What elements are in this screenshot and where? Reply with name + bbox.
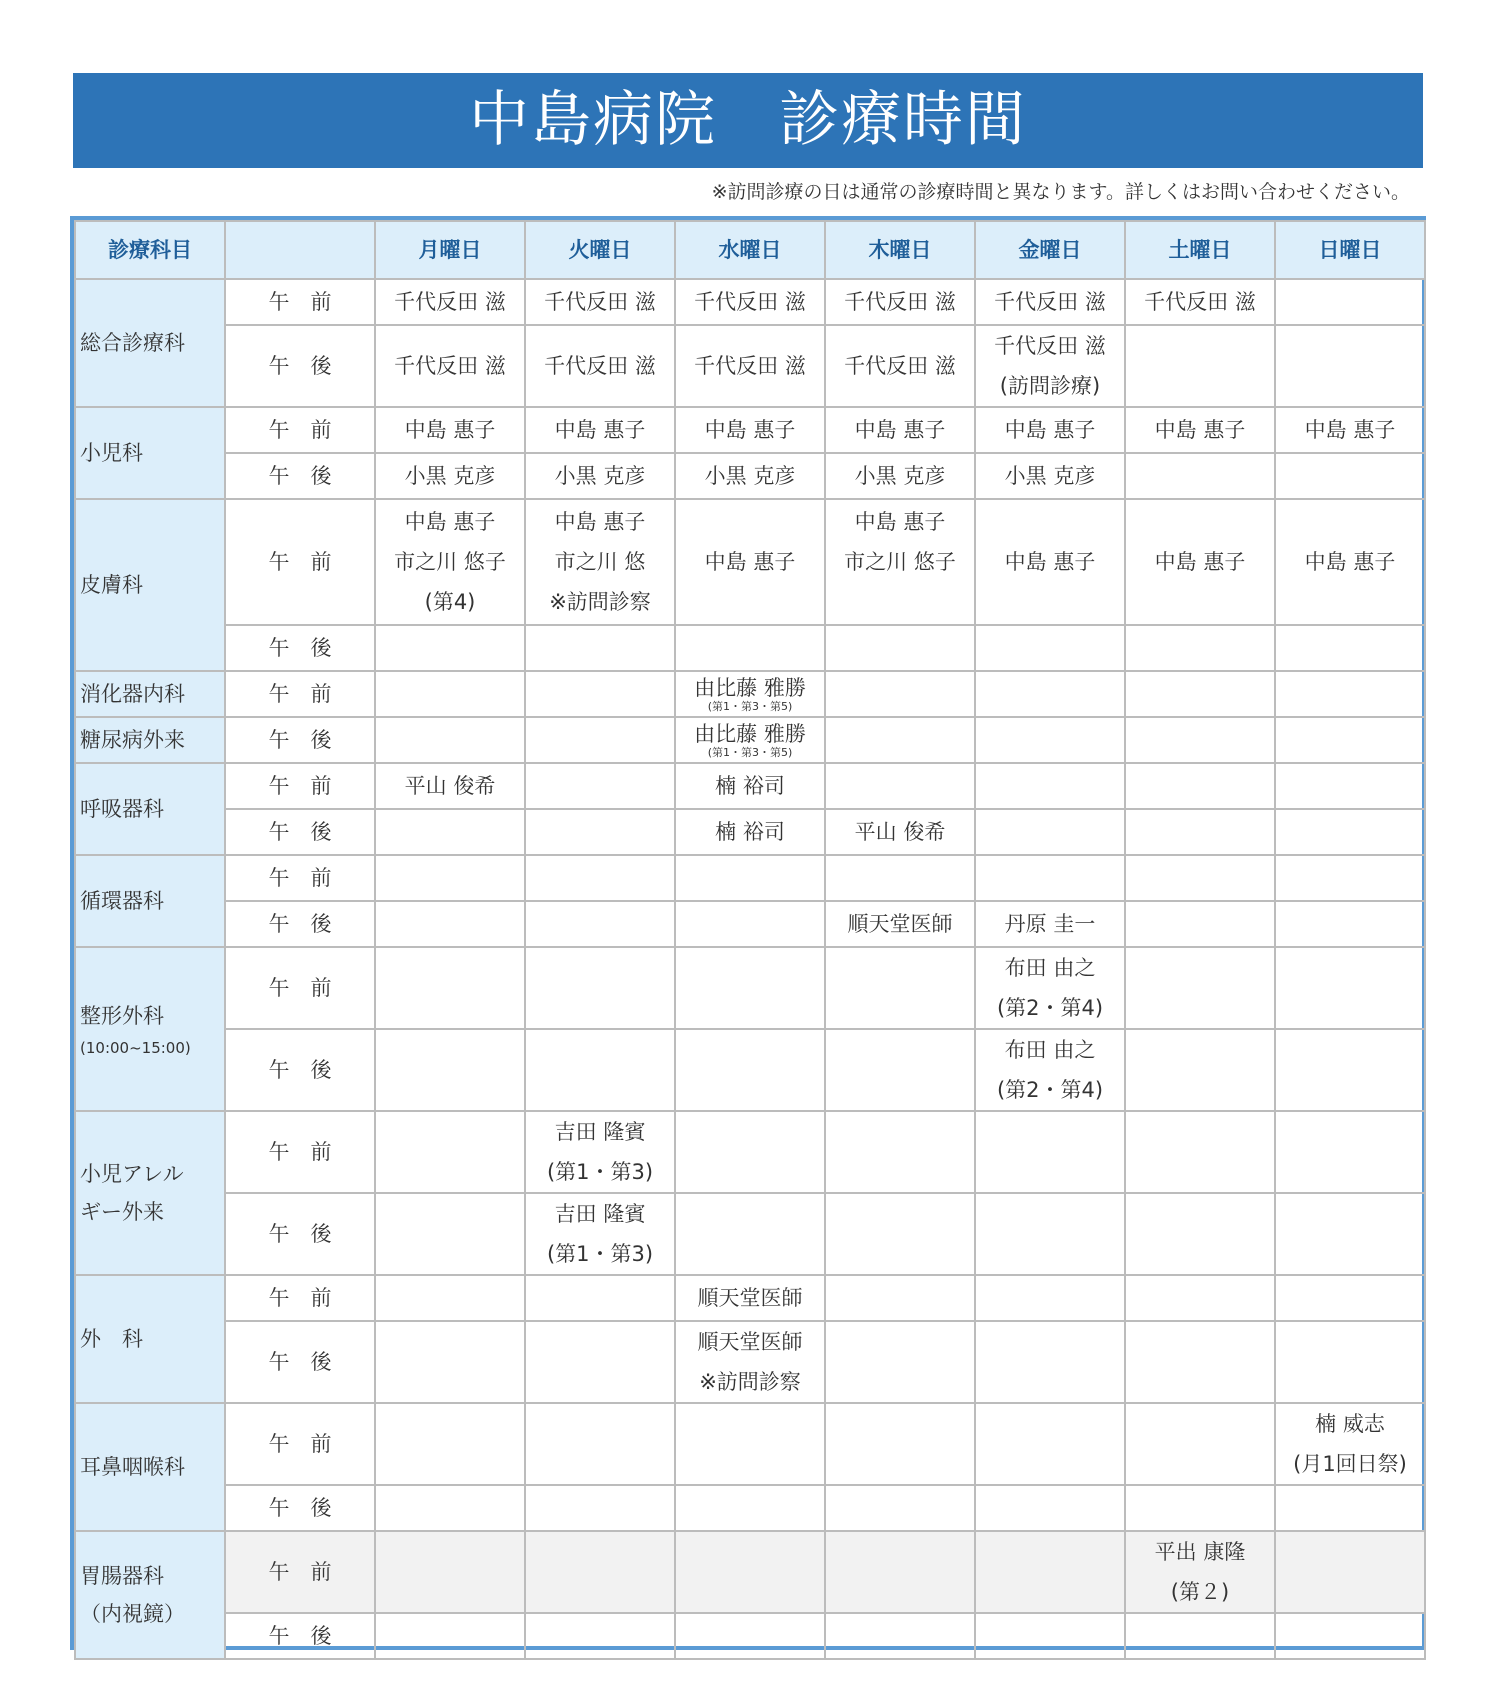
cell-doctor: 中島 惠子 xyxy=(854,510,946,534)
cell: 千代反田 滋 xyxy=(675,325,825,407)
header-mon: 月曜日 xyxy=(375,221,525,279)
cell-empty xyxy=(375,947,525,1029)
cell: 千代反田 滋 xyxy=(525,279,675,325)
cell-empty xyxy=(1275,1485,1425,1531)
cell-empty xyxy=(1125,855,1275,901)
cell-note: (第2・第4) xyxy=(996,996,1104,1020)
time-pm: 午 後 xyxy=(225,1029,375,1111)
cell-doctor: 吉田 隆賓 xyxy=(554,1120,646,1144)
cell-empty xyxy=(825,1275,975,1321)
cell-empty xyxy=(1125,625,1275,671)
cell-empty xyxy=(375,901,525,947)
cell-empty xyxy=(975,1403,1125,1485)
dept-orthopedics-name: 整形外科 xyxy=(80,1004,164,1028)
cell-empty xyxy=(525,855,675,901)
cell-empty xyxy=(525,1485,675,1531)
schedule-table-frame xyxy=(70,216,1426,1650)
cell-empty xyxy=(825,763,975,809)
cell-empty xyxy=(975,1111,1125,1193)
time-pm: 午 後 xyxy=(225,1193,375,1275)
cell: 千代反田 滋 xyxy=(675,279,825,325)
cell: 中島 惠子 xyxy=(1125,499,1275,625)
cell-empty xyxy=(825,855,975,901)
cell: 中島 惠子 xyxy=(1125,407,1275,453)
dept-allergy-line2: ギー外来 xyxy=(80,1200,164,1224)
cell-empty xyxy=(975,1193,1125,1275)
cell xyxy=(525,499,675,625)
cell xyxy=(1125,1531,1275,1613)
cell-empty xyxy=(375,1275,525,1321)
dept-gastro-line1: 胃腸器科 xyxy=(80,1564,164,1588)
cell-empty xyxy=(1125,1321,1275,1403)
cell-empty xyxy=(1275,1321,1425,1403)
cell-empty xyxy=(675,855,825,901)
cell-note: (訪問診療) xyxy=(999,374,1101,398)
cell-empty xyxy=(375,1531,525,1613)
cell-doctor: 千代反田 滋 xyxy=(994,334,1106,358)
time-pm: 午 後 xyxy=(225,901,375,947)
cell: 平山 俊希 xyxy=(375,763,525,809)
cell: 千代反田 滋 xyxy=(825,325,975,407)
dept-allergy xyxy=(75,1111,225,1275)
dept-ent: 耳鼻咽喉科 xyxy=(75,1403,225,1531)
cell-empty xyxy=(675,625,825,671)
cell-empty xyxy=(825,625,975,671)
cell-empty xyxy=(1275,1531,1425,1613)
cell-empty xyxy=(1275,279,1425,325)
cell-doctor: 市之川 悠子 xyxy=(394,550,506,574)
notice-text: ※訪問診療の日は通常の診療時間と異なります。詳しくはお問い合わせください。 xyxy=(711,181,1410,203)
header-sun: 日曜日 xyxy=(1275,221,1425,279)
dept-orthopedics-hours: (10:00~15:00) xyxy=(80,1039,191,1057)
cell-empty xyxy=(525,901,675,947)
cell-doctor: 市之川 悠 xyxy=(554,550,646,574)
cell-note: (第1・第3) xyxy=(546,1242,654,1266)
cell-doctor: 吉田 隆賓 xyxy=(554,1202,646,1226)
time-pm: 午 後 xyxy=(225,453,375,499)
cell: 平山 俊希 xyxy=(825,809,975,855)
cell-empty xyxy=(975,855,1125,901)
cell-empty xyxy=(1125,1485,1275,1531)
cell-empty xyxy=(1125,325,1275,407)
cell-empty xyxy=(1275,671,1425,717)
table-row xyxy=(75,453,1425,499)
table-row xyxy=(75,279,1425,325)
cell-empty xyxy=(975,1275,1125,1321)
cell: 中島 惠子 xyxy=(975,499,1125,625)
cell: 中島 惠子 xyxy=(525,407,675,453)
dept-circulatory: 循環器科 xyxy=(75,855,225,947)
cell-empty xyxy=(1125,1029,1275,1111)
cell-empty xyxy=(375,1613,525,1659)
schedule-table xyxy=(74,220,1426,1660)
cell xyxy=(975,947,1125,1029)
cell-empty xyxy=(525,763,675,809)
cell: 中島 惠子 xyxy=(1275,407,1425,453)
dept-diabetes: 糖尿病外来 xyxy=(75,717,225,763)
cell: 中島 惠子 xyxy=(825,407,975,453)
cell-empty xyxy=(825,1029,975,1111)
cell-empty xyxy=(375,1485,525,1531)
cell-empty xyxy=(1275,1613,1425,1659)
time-am: 午 前 xyxy=(225,671,375,717)
cell xyxy=(675,717,825,763)
cell-empty xyxy=(825,1613,975,1659)
table-row xyxy=(75,499,1425,625)
cell-empty xyxy=(525,1403,675,1485)
table-row xyxy=(75,671,1425,717)
cell xyxy=(525,1111,675,1193)
cell-empty xyxy=(825,1531,975,1613)
time-pm: 午 後 xyxy=(225,717,375,763)
cell-empty xyxy=(975,1613,1125,1659)
dept-allergy-line1: 小児アレル xyxy=(80,1162,184,1186)
cell-empty xyxy=(675,1193,825,1275)
cell-empty xyxy=(1125,809,1275,855)
time-pm: 午 後 xyxy=(225,809,375,855)
cell-empty xyxy=(975,1485,1125,1531)
cell-empty xyxy=(1125,453,1275,499)
cell-empty xyxy=(1275,1193,1425,1275)
header-time xyxy=(225,221,375,279)
cell-empty xyxy=(525,1321,675,1403)
table-row xyxy=(75,1193,1425,1275)
cell: 小黒 克彦 xyxy=(825,453,975,499)
cell-empty xyxy=(1125,1613,1275,1659)
cell-empty xyxy=(525,671,675,717)
cell: 小黒 克彦 xyxy=(525,453,675,499)
cell-empty xyxy=(1125,763,1275,809)
cell-empty xyxy=(825,717,975,763)
time-am: 午 前 xyxy=(225,763,375,809)
cell xyxy=(825,499,975,625)
cell-empty xyxy=(675,901,825,947)
cell-empty xyxy=(525,1613,675,1659)
dept-dermatology: 皮膚科 xyxy=(75,499,225,671)
cell-doctor: 平出 康隆 xyxy=(1154,1540,1246,1564)
cell-empty xyxy=(375,625,525,671)
table-row xyxy=(75,1029,1425,1111)
cell-empty xyxy=(1125,671,1275,717)
cell-empty xyxy=(1275,855,1425,901)
time-am: 午 前 xyxy=(225,947,375,1029)
cell-empty xyxy=(825,1403,975,1485)
cell xyxy=(975,325,1125,407)
dept-gastro xyxy=(75,1531,225,1659)
time-am: 午 前 xyxy=(225,1111,375,1193)
table-row xyxy=(75,763,1425,809)
cell: 千代反田 滋 xyxy=(825,279,975,325)
cell-empty xyxy=(1275,809,1425,855)
header-thu: 木曜日 xyxy=(825,221,975,279)
cell-empty xyxy=(1275,325,1425,407)
cell-empty xyxy=(525,809,675,855)
cell-empty xyxy=(525,947,675,1029)
cell-empty xyxy=(975,625,1125,671)
cell-empty xyxy=(1125,717,1275,763)
table-row xyxy=(75,1531,1425,1613)
cell-empty xyxy=(1275,947,1425,1029)
time-pm: 午 後 xyxy=(225,325,375,407)
table-row xyxy=(75,625,1425,671)
cell-empty xyxy=(975,763,1125,809)
time-pm: 午 後 xyxy=(225,1321,375,1403)
cell-note: (月1回日祭) xyxy=(1293,1452,1407,1476)
cell-doctor: 市之川 悠子 xyxy=(844,550,956,574)
cell-doctor: 由比藤 雅勝 xyxy=(694,721,806,746)
time-am: 午 前 xyxy=(225,1403,375,1485)
cell-empty xyxy=(675,1403,825,1485)
cell-empty xyxy=(525,717,675,763)
header-dept: 診療科目 xyxy=(75,221,225,279)
cell-note: (第1・第3・第5) xyxy=(707,699,793,713)
cell: 中島 惠子 xyxy=(675,499,825,625)
cell-empty xyxy=(375,1403,525,1485)
header-sat: 土曜日 xyxy=(1125,221,1275,279)
cell-empty xyxy=(825,1193,975,1275)
cell-empty xyxy=(1275,901,1425,947)
cell: 千代反田 滋 xyxy=(525,325,675,407)
cell: 小黒 克彦 xyxy=(675,453,825,499)
cell-note: ※訪問診察 xyxy=(699,1370,801,1394)
cell: 小黒 克彦 xyxy=(975,453,1125,499)
cell-spacer xyxy=(826,582,974,622)
cell: 楠 裕司 xyxy=(675,763,825,809)
cell-note: (第1・第3) xyxy=(546,1160,654,1184)
dept-surgery: 外 科 xyxy=(75,1275,225,1403)
cell: 丹原 圭一 xyxy=(975,901,1125,947)
table-row xyxy=(75,407,1425,453)
cell-empty xyxy=(1125,1111,1275,1193)
cell-note: (第4) xyxy=(424,590,476,614)
cell-empty xyxy=(1125,901,1275,947)
cell-empty xyxy=(375,1193,525,1275)
cell-empty xyxy=(525,1029,675,1111)
cell-empty xyxy=(975,717,1125,763)
cell-doctor: 楠 威志 xyxy=(1315,1412,1385,1436)
cell-note: (第2・第4) xyxy=(996,1078,1104,1102)
table-row xyxy=(75,1613,1425,1659)
cell xyxy=(675,1321,825,1403)
cell-empty xyxy=(1275,1275,1425,1321)
cell-empty xyxy=(1275,1029,1425,1111)
cell-empty xyxy=(375,855,525,901)
dept-pediatrics: 小児科 xyxy=(75,407,225,499)
cell-empty xyxy=(375,1111,525,1193)
cell: 小黒 克彦 xyxy=(375,453,525,499)
cell-empty xyxy=(525,625,675,671)
cell-empty xyxy=(675,1111,825,1193)
dept-gastro-internal: 消化器内科 xyxy=(75,671,225,717)
cell xyxy=(375,499,525,625)
time-pm: 午 後 xyxy=(225,1613,375,1659)
cell-empty xyxy=(525,1275,675,1321)
cell: 千代反田 滋 xyxy=(375,325,525,407)
cell: 中島 惠子 xyxy=(1275,499,1425,625)
cell-empty xyxy=(975,1321,1125,1403)
cell xyxy=(1275,1403,1425,1485)
cell-empty xyxy=(375,717,525,763)
table-row xyxy=(75,325,1425,407)
cell-empty xyxy=(1275,625,1425,671)
time-am: 午 前 xyxy=(225,407,375,453)
cell-empty xyxy=(1275,763,1425,809)
cell-empty xyxy=(825,947,975,1029)
table-row xyxy=(75,947,1425,1029)
cell: 順天堂医師 xyxy=(825,901,975,947)
cell: 千代反田 滋 xyxy=(1125,279,1275,325)
time-am: 午 前 xyxy=(225,1275,375,1321)
cell: 千代反田 滋 xyxy=(375,279,525,325)
cell-empty xyxy=(675,1485,825,1531)
cell-empty xyxy=(825,1485,975,1531)
dept-gastro-line2: （内視鏡） xyxy=(80,1602,185,1626)
cell: 中島 惠子 xyxy=(375,407,525,453)
cell-empty xyxy=(825,1321,975,1403)
dept-orthopedics xyxy=(75,947,225,1111)
cell-doctor: 由比藤 雅勝 xyxy=(694,675,806,700)
cell-empty xyxy=(675,1029,825,1111)
table-row xyxy=(75,855,1425,901)
cell: 順天堂医師 xyxy=(675,1275,825,1321)
table-row xyxy=(75,1111,1425,1193)
cell-note: (第２) xyxy=(1170,1580,1230,1604)
cell-note: (第1・第3・第5) xyxy=(707,745,793,759)
cell xyxy=(975,1029,1125,1111)
table-row xyxy=(75,717,1425,763)
cell-doctor: 布田 由之 xyxy=(1004,956,1096,980)
cell-doctor: 中島 惠子 xyxy=(404,510,496,534)
table-row xyxy=(75,1321,1425,1403)
table-row xyxy=(75,1485,1425,1531)
cell-empty xyxy=(375,671,525,717)
cell-empty xyxy=(1275,1111,1425,1193)
table-row xyxy=(75,1275,1425,1321)
cell-empty xyxy=(525,1531,675,1613)
page-title: 中島病院 診療時間 xyxy=(73,73,1423,168)
cell xyxy=(675,671,825,717)
cell-doctor: 中島 惠子 xyxy=(554,510,646,534)
dept-general: 総合診療科 xyxy=(75,279,225,407)
time-pm: 午 後 xyxy=(225,1485,375,1531)
header-fri: 金曜日 xyxy=(975,221,1125,279)
cell: 千代反田 滋 xyxy=(975,279,1125,325)
cell: 楠 裕司 xyxy=(675,809,825,855)
cell-empty xyxy=(975,1531,1125,1613)
cell xyxy=(525,1193,675,1275)
cell: 中島 惠子 xyxy=(675,407,825,453)
cell-empty xyxy=(1125,1403,1275,1485)
cell-empty xyxy=(1275,717,1425,763)
cell-doctor: 布田 由之 xyxy=(1004,1038,1096,1062)
header-tue: 火曜日 xyxy=(525,221,675,279)
cell-empty xyxy=(975,671,1125,717)
cell-empty xyxy=(675,1531,825,1613)
cell-empty xyxy=(375,1029,525,1111)
time-am: 午 前 xyxy=(225,855,375,901)
cell-empty xyxy=(1125,1193,1275,1275)
time-am: 午 前 xyxy=(225,279,375,325)
cell-empty xyxy=(975,809,1125,855)
cell-empty xyxy=(825,1111,975,1193)
cell-empty xyxy=(825,671,975,717)
cell-empty xyxy=(375,1321,525,1403)
header-row xyxy=(75,221,1425,279)
cell: 中島 惠子 xyxy=(975,407,1125,453)
cell-empty xyxy=(1125,1275,1275,1321)
cell-empty xyxy=(675,1613,825,1659)
cell-empty xyxy=(675,947,825,1029)
time-am: 午 前 xyxy=(225,499,375,625)
cell-empty xyxy=(1275,453,1425,499)
header-wed: 水曜日 xyxy=(675,221,825,279)
time-am: 午 前 xyxy=(225,1531,375,1613)
cell-empty xyxy=(375,809,525,855)
dept-respiratory: 呼吸器科 xyxy=(75,763,225,855)
cell-empty xyxy=(1125,947,1275,1029)
time-pm: 午 後 xyxy=(225,625,375,671)
table-row xyxy=(75,809,1425,855)
table-row xyxy=(75,901,1425,947)
table-row xyxy=(75,1403,1425,1485)
cell-note: ※訪問診察 xyxy=(549,590,651,614)
cell-doctor: 順天堂医師 xyxy=(697,1330,803,1354)
